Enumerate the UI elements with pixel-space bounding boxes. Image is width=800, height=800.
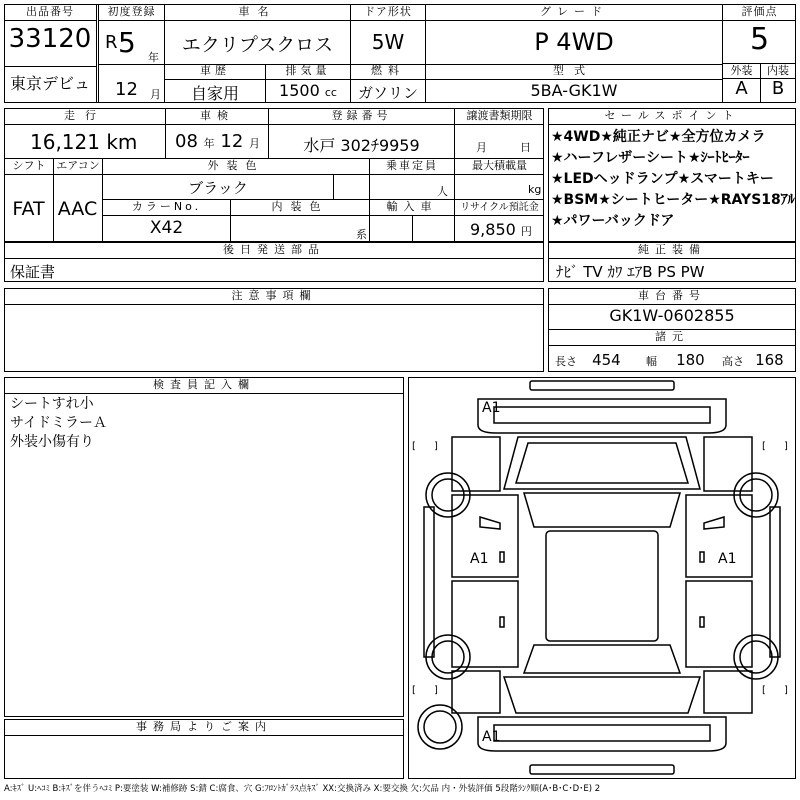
damage-mark: A1 (482, 729, 501, 745)
door-type: 5W (371, 30, 405, 54)
svg-text:[: [ (762, 441, 766, 452)
shift-label: シフト (12, 159, 46, 172)
int-color-unit: 系 (356, 228, 367, 241)
int-color-label: 内装色 (271, 200, 329, 213)
transfer-month-unit: 月 (476, 141, 487, 154)
transfer-day-unit: 日 (520, 141, 531, 154)
inspector-note: シートすれ小 (10, 396, 94, 412)
reg-month: 12 (115, 79, 138, 100)
color-no-value: X42 (149, 218, 184, 238)
exterior-score: A (735, 78, 748, 99)
reg-year: 5 (118, 26, 136, 59)
legend-text: A:ｷｽﾞ U:ﾍｺﾐ B:ｷｽﾞを伴うﾍｺﾐ P:要塗装 W:補修跡 S:錆 C:腐食、穴 G:ﾌﾛﾝﾄｶﾞﾗｽ点ｷｽﾞ XX:交換済み X:要交換 欠:欠品 内・外装評価 5段階ﾗﾝｸ順(A･B･C･D･E) 2 (4, 784, 601, 794)
ext-color-label: 外装色 (207, 159, 265, 172)
spec-length: 長さ 454 (555, 351, 621, 369)
lot-number: 33120 (8, 24, 92, 54)
displacement-label: 排気量 (285, 64, 331, 77)
sales-point: ★パワーバックドア (551, 213, 675, 229)
svg-text:]: ] (434, 441, 438, 452)
svg-text:]: ] (784, 441, 788, 452)
inspector-note: サイドミラーＡ (10, 415, 108, 431)
ext-color-value: ブラック (188, 179, 248, 197)
inspection-label: 車検 (200, 109, 234, 122)
details-block (4, 108, 544, 242)
svg-text:]: ] (784, 685, 788, 696)
capacity-label: 乗車定員 (386, 159, 438, 172)
fuel-value: ガソリン (357, 84, 418, 102)
month-unit: 月 (150, 88, 161, 101)
svg-text:[: [ (412, 685, 416, 696)
grade-label: グレード (540, 5, 608, 18)
spec-height: 高さ 168 (722, 351, 784, 369)
era-mark: R (105, 32, 118, 53)
lot-label: 出品番号 (26, 5, 74, 18)
venue-name: 東京デビュ (9, 74, 90, 93)
car-diagram (408, 377, 796, 779)
name-label: 車名 (238, 5, 277, 18)
later-parts-value: 保証書 (10, 263, 56, 281)
svg-text:[: [ (762, 685, 766, 696)
sales-points-list (551, 127, 795, 232)
equipment-value: ﾅﾋﾞ TV ｶﾜ ｴｱB PS PW (556, 263, 705, 281)
mileage-label: 走行 (64, 109, 106, 122)
interior-label: 内装 (767, 64, 789, 77)
model-value: 5BA-GK1W (530, 81, 618, 100)
office-label: 事務局よりご案内 (136, 720, 272, 733)
recycle-value: 9,850 円 (470, 220, 532, 239)
later-parts-label: 後日発送部品 (223, 243, 325, 256)
car-name: エクリプスクロス (181, 34, 334, 56)
max-load-unit: kg (528, 183, 542, 196)
fuel-label: 燃料 (371, 64, 405, 77)
spec-width: 幅 180 (646, 351, 705, 369)
notes-label: 注意事項欄 (231, 289, 317, 302)
inspector-note: 外装小傷有り (10, 434, 94, 450)
score-value: 5 (749, 22, 770, 57)
sales-point: ★LEDヘッドランプ★スマートキー (551, 171, 774, 187)
history-value: 自家用 (190, 84, 239, 103)
sales-point: ★BSM★シートヒーター★RAYS18ｱﾙ (551, 192, 795, 208)
sales-points-label: セールスポイント (604, 109, 740, 122)
exterior-label: 外装 (730, 64, 753, 77)
specs-label: 諸元 (655, 330, 689, 343)
svg-text:]: ] (434, 685, 438, 696)
ac-label: エアコン (56, 159, 100, 172)
transfer-label: 譲渡書類期限 (466, 109, 533, 122)
import-label: 輸入車 (386, 200, 438, 213)
plate-label: 登録番号 (331, 109, 392, 122)
ac-value: AAC (57, 198, 98, 220)
year-unit: 年 (148, 51, 159, 64)
equipment-label: 純正装備 (638, 243, 706, 256)
sales-point: ★ハーフレザーシート★ｼｰﾄﾋｰﾀｰ (551, 150, 750, 166)
inspection-date: 08 年 12 月 (175, 131, 261, 152)
score-label: 評価点 (741, 5, 778, 18)
svg-text:[: [ (412, 441, 416, 452)
max-load-label: 最大積載量 (472, 159, 527, 172)
grade-value: P 4WD (534, 28, 614, 56)
chassis-label: 車台番号 (638, 289, 706, 302)
inspector-label: 検査員記入欄 (153, 378, 255, 391)
door-label: ドア形状 (364, 5, 412, 18)
first-reg-label: 初度登録 (107, 5, 156, 18)
sales-point: ★4WD★純正ナビ★全方位カメラ (551, 129, 766, 145)
chassis-number: GK1W-0602855 (609, 306, 735, 325)
inspector-notes (10, 395, 390, 452)
mileage-value: 16,121 km (30, 130, 138, 154)
shift-value: FAT (12, 198, 45, 220)
plate-number: 水戸 302ﾁ9959 (303, 136, 420, 155)
displacement-value: 1500 cc (279, 81, 337, 100)
damage-mark: A1 (482, 400, 501, 416)
interior-score: B (771, 78, 785, 99)
model-label: 型式 (553, 64, 595, 77)
recycle-label: リサイクル預託金 (460, 202, 539, 213)
color-no-label: カラーNo. (131, 200, 202, 213)
capacity-unit: 人 (437, 185, 448, 198)
damage-mark: A1 (718, 551, 737, 567)
damage-mark: A1 (470, 551, 489, 567)
history-label: 車歴 (200, 64, 230, 77)
